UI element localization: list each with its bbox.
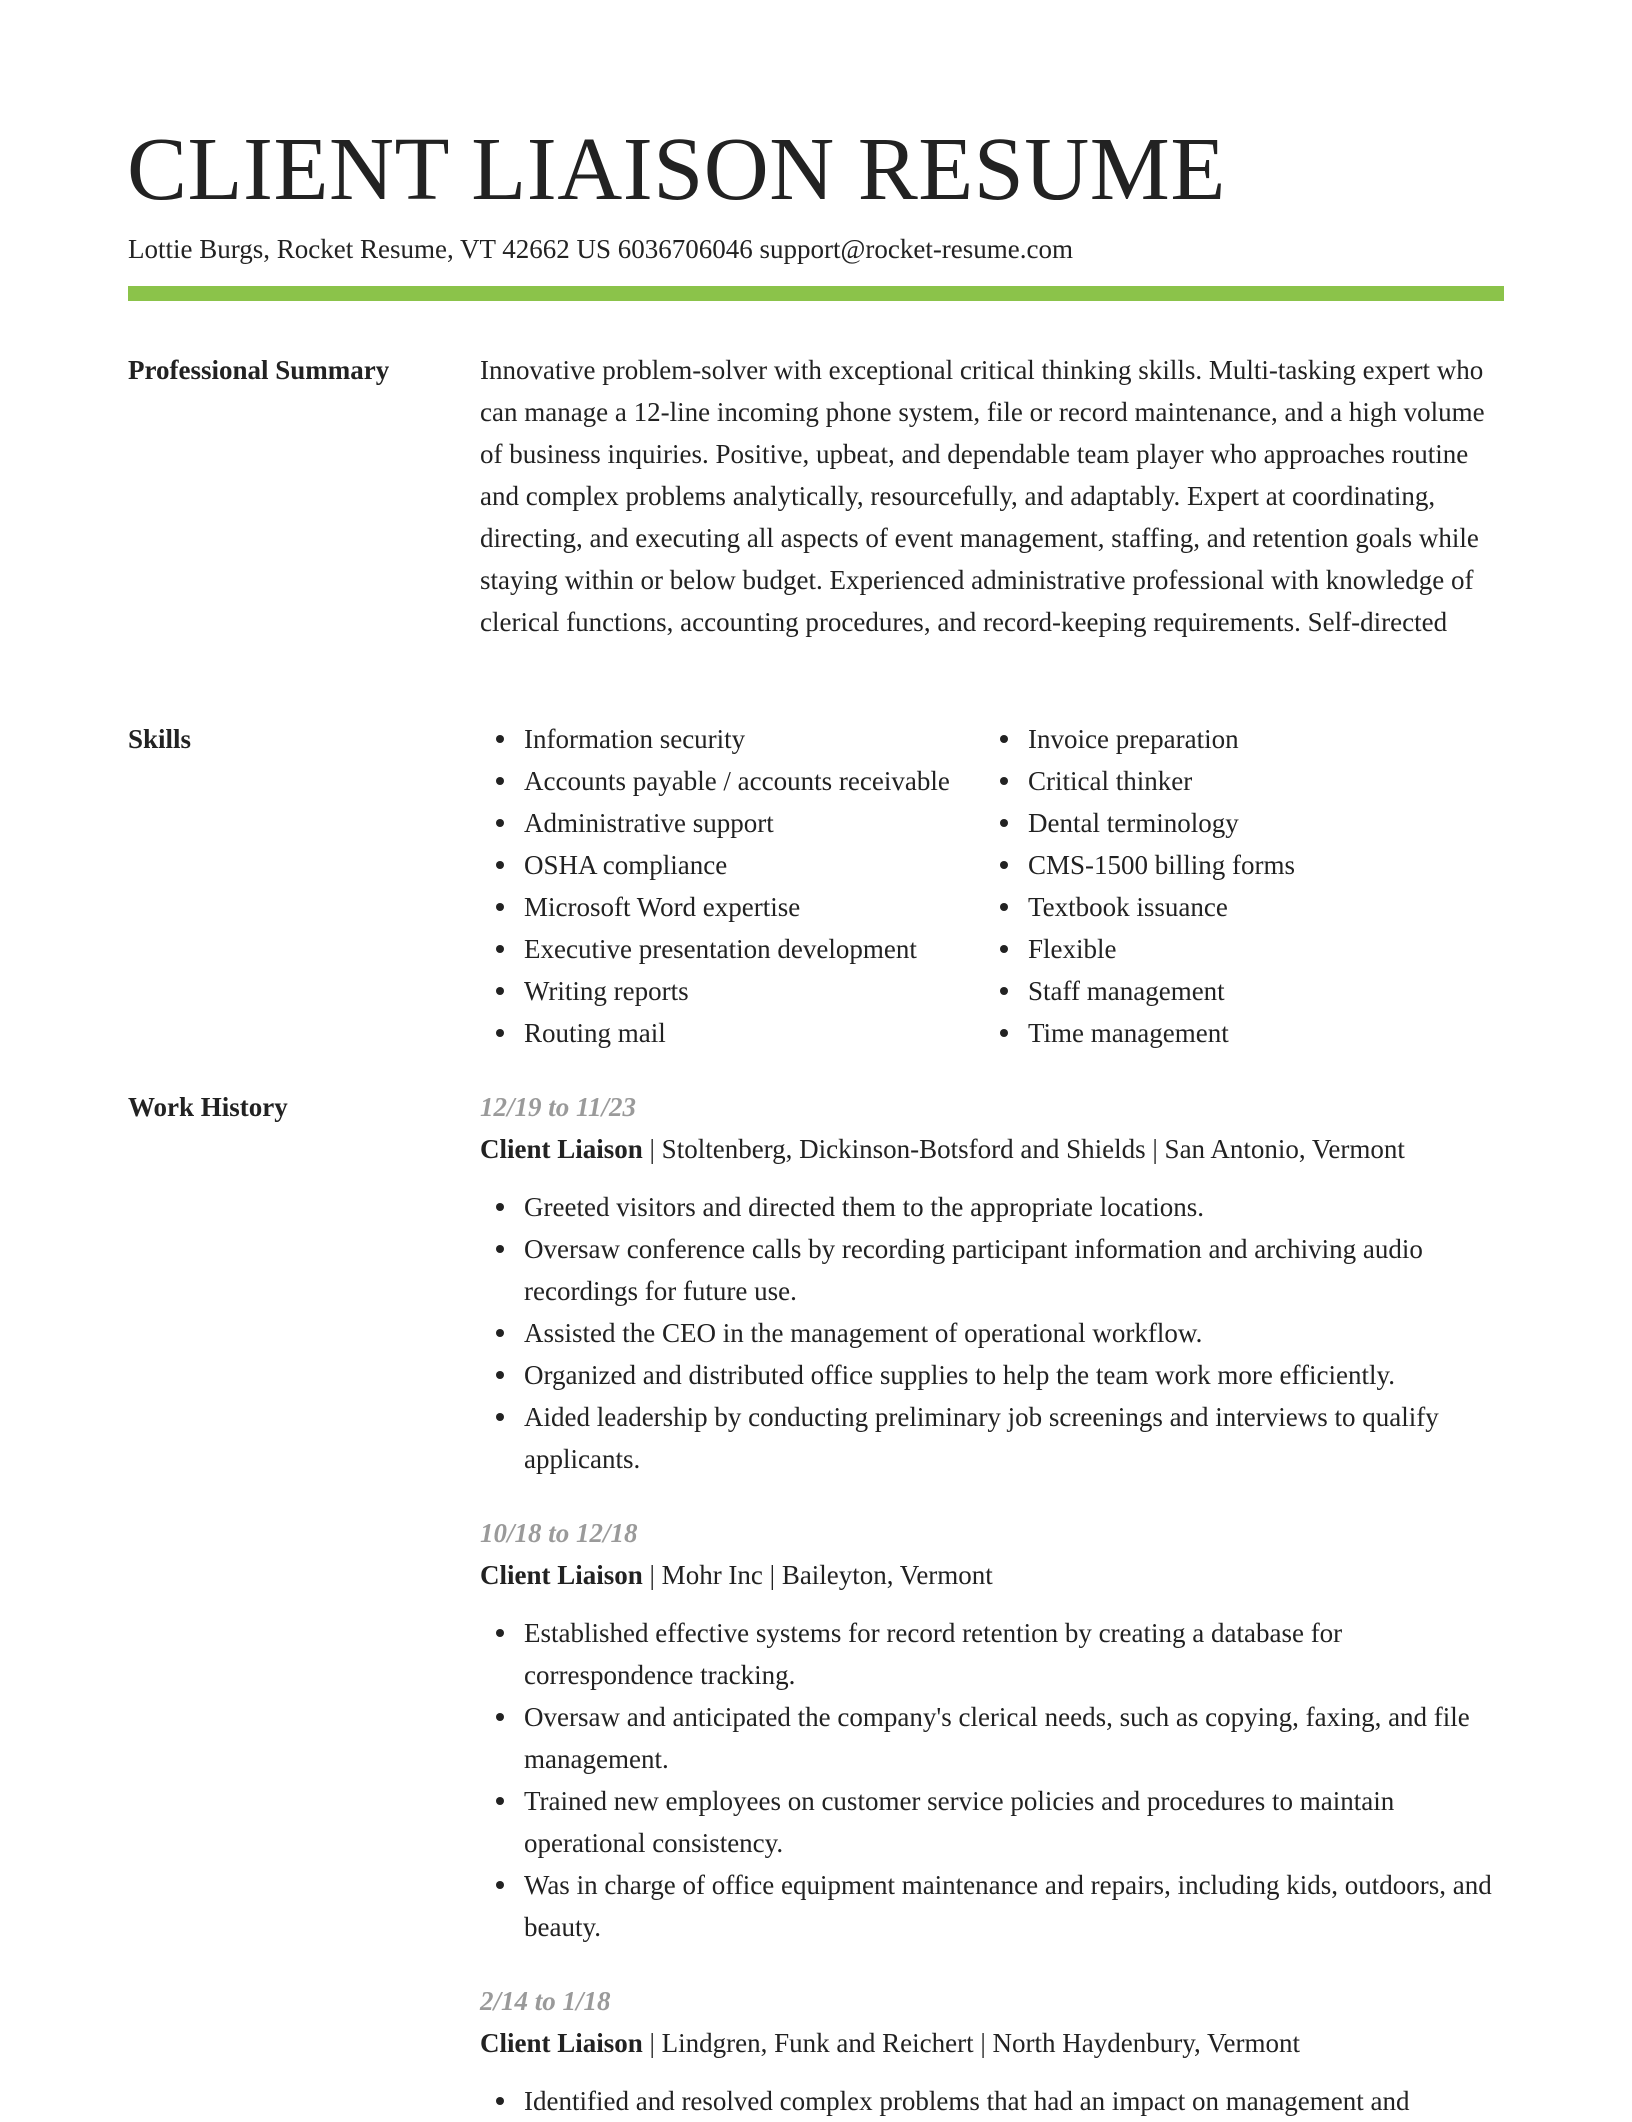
contact-line: Lottie Burgs, Rocket Resume, VT 42662 US 6036706046 support@rocket-resume.com — [128, 234, 1074, 264]
job-bullet: Established effective systems for record retention by creating a database for correspondence tracking. — [480, 1612, 1504, 1696]
skill-item: Critical thinker — [984, 760, 1504, 802]
skill-item: OSHA compliance — [480, 844, 984, 886]
job-company: | Mohr Inc | Baileyton, Vermont — [642, 1560, 993, 1590]
job-dates: 10/18 to 12/18 — [480, 1518, 638, 1548]
job-entry — [480, 1980, 1504, 2122]
job-dates: 12/19 to 11/23 — [480, 1092, 637, 1122]
job-bullet: Identified and resolved complex problems that had an impact on management and — [480, 2080, 1504, 2122]
skill-item: Flexible — [984, 928, 1504, 970]
job-entry — [480, 1086, 1504, 1480]
work-history-heading: Work History — [128, 1092, 288, 1122]
job-title-line — [480, 1128, 1504, 1170]
job-bullet: Greeted visitors and directed them to the appropriate locations. — [480, 1186, 1504, 1228]
job-entry — [480, 1512, 1504, 1948]
skill-item: Dental terminology — [984, 802, 1504, 844]
job-bullet: Was in charge of office equipment maintenance and repairs, including kids, outdoors, and beauty. — [480, 1864, 1504, 1948]
summary-heading: Professional Summary — [128, 355, 390, 385]
job-bullet: Assisted the CEO in the management of operational workflow. — [480, 1312, 1504, 1354]
skills-list-right — [984, 718, 1504, 1054]
job-company: | Lindgren, Funk and Reichert | North Haydenbury, Vermont — [642, 2028, 1300, 2058]
job-bullets — [480, 1186, 1504, 1480]
skill-item: CMS-1500 billing forms — [984, 844, 1504, 886]
skill-item: Executive presentation development — [480, 928, 984, 970]
job-bullet: Oversaw and anticipated the company's clerical needs, such as copying, faxing, and file management. — [480, 1696, 1504, 1780]
job-role: Client Liaison — [480, 2028, 643, 2058]
skill-item: Staff management — [984, 970, 1504, 1012]
summary-section — [480, 349, 1504, 643]
skills-list-left — [480, 718, 984, 1054]
job-bullets — [480, 1612, 1504, 1948]
skill-item: Routing mail — [480, 1012, 984, 1054]
job-bullet: Trained new employees on customer service policies and procedures to maintain operational consistency. — [480, 1780, 1504, 1864]
skill-item: Information security — [480, 718, 984, 760]
job-dates: 2/14 to 1/18 — [480, 1986, 611, 2016]
job-title-line — [480, 1554, 1504, 1596]
job-role: Client Liaison — [480, 1134, 643, 1164]
skill-item: Time management — [984, 1012, 1504, 1054]
job-bullet: Aided leadership by conducting preliminary job screenings and interviews to qualify applicants. — [480, 1396, 1504, 1480]
job-bullet: Organized and distributed office supplies to help the team work more efficiently. — [480, 1354, 1504, 1396]
job-bullet: Oversaw conference calls by recording participant information and archiving audio recordings for future use. — [480, 1228, 1504, 1312]
job-title-line — [480, 2022, 1504, 2064]
job-company: | Stoltenberg, Dickinson-Botsford and Shields | San Antonio, Vermont — [642, 1134, 1405, 1164]
skill-item: Writing reports — [480, 970, 984, 1012]
summary-text: Innovative problem-solver with exceptional critical thinking skills. Multi-tasking expert who can manage a 12-line incoming phone system, file or record maintenance, and a high volume of business inquiries. Positive, upbeat, and dependable team player who approaches routine and complex problems analytically, resourcefully, and adaptably. Expert at coordinating, directing, and executing all aspects of event management, staffing, and retention goals while staying within or below budget. Experienced administrative professional with knowledge of clerical functions, accounting procedures, and record-keeping requirements. Self-directed — [480, 355, 1485, 637]
skill-item: Administrative support — [480, 802, 984, 844]
skill-item: Accounts payable / accounts receivable — [480, 760, 984, 802]
accent-divider — [128, 286, 1504, 301]
skill-item: Microsoft Word expertise — [480, 886, 984, 928]
job-role: Client Liaison — [480, 1560, 643, 1590]
skills-heading: Skills — [128, 724, 192, 754]
job-bullets — [480, 2080, 1504, 2122]
resume-title: CLIENT LIAISON RESUME — [127, 120, 1226, 219]
skills-section — [480, 718, 1504, 1054]
skill-item: Invoice preparation — [984, 718, 1504, 760]
skill-item: Textbook issuance — [984, 886, 1504, 928]
